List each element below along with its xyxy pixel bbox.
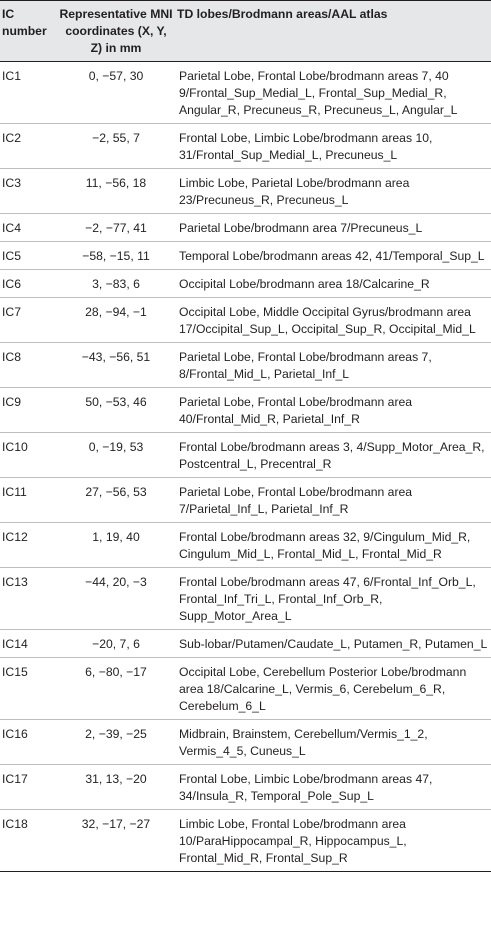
mni-cell: 50, −53, 46 [57, 388, 175, 433]
table-row [0, 630, 491, 658]
table-row [0, 242, 491, 270]
regions-cell: Frontal Lobe/brodmann areas 32, 9/Cingulum_Mid_R, Cingulum_Mid_L, Frontal_Mid_L, Frontal_Mid_R [175, 523, 491, 568]
table-row [0, 124, 491, 169]
regions-cell: Occipital Lobe, Cerebellum Posterior Lobe/brodmann area 18/Calcarine_L, Vermis_6, Cerebelum_6_R, Cerebelum_6_L [175, 658, 491, 720]
ic-cell: IC13 [0, 568, 57, 630]
regions-cell: Limbic Lobe, Frontal Lobe/brodmann area 10/ParaHippocampal_R, Hippocampus_L, Frontal_Mid_R, Frontal_Sup_R [175, 810, 491, 872]
mni-cell: 27, −56, 53 [57, 478, 175, 523]
mni-cell: −20, 7, 6 [57, 630, 175, 658]
regions-cell: Limbic Lobe, Parietal Lobe/brodmann area 23/Precuneus_R, Precuneus_L [175, 169, 491, 214]
table-row [0, 478, 491, 523]
regions-cell: Temporal Lobe/brodmann areas 42, 41/Temporal_Sup_L [175, 242, 491, 270]
regions-cell: Parietal Lobe, Frontal Lobe/brodmann areas 7, 8/Frontal_Mid_L, Parietal_Inf_L [175, 343, 491, 388]
table-row [0, 298, 491, 343]
header-ic-number: IC number [0, 1, 57, 62]
regions-cell: Occipital Lobe/brodmann area 18/Calcarine_R [175, 270, 491, 298]
ic-cell: IC11 [0, 478, 57, 523]
ic-cell: IC12 [0, 523, 57, 568]
table-row [0, 270, 491, 298]
table-body [0, 62, 491, 872]
regions-cell: Parietal Lobe, Frontal Lobe/brodmann area 40/Frontal_Mid_R, Parietal_Inf_R [175, 388, 491, 433]
mni-cell: 0, −57, 30 [57, 62, 175, 124]
mni-cell: 31, 13, −20 [57, 765, 175, 810]
regions-cell: Occipital Lobe, Middle Occipital Gyrus/brodmann area 17/Occipital_Sup_L, Occipital_Sup_R, Occipital_Mid_L [175, 298, 491, 343]
mni-cell: 6, −80, −17 [57, 658, 175, 720]
header-row [0, 1, 491, 62]
regions-cell: Frontal Lobe, Limbic Lobe/brodmann areas 10, 31/Frontal_Sup_Medial_L, Precuneus_L [175, 124, 491, 169]
ic-cell: IC1 [0, 62, 57, 124]
mni-cell: 28, −94, −1 [57, 298, 175, 343]
table-row [0, 388, 491, 433]
regions-cell: Sub-lobar/Putamen/Caudate_L, Putamen_R, Putamen_L [175, 630, 491, 658]
mni-cell: 1, 19, 40 [57, 523, 175, 568]
mni-cell: −43, −56, 51 [57, 343, 175, 388]
ic-cell: IC15 [0, 658, 57, 720]
ic-cell: IC2 [0, 124, 57, 169]
ic-cell: IC5 [0, 242, 57, 270]
regions-cell: Parietal Lobe, Frontal Lobe/brodmann areas 7, 40 9/Frontal_Sup_Medial_L, Frontal_Sup_Medial_R, Angular_R, Precuneus_R, Precuneus_L, Angular_L [175, 62, 491, 124]
table-row [0, 343, 491, 388]
regions-cell: Parietal Lobe/brodmann area 7/Precuneus_L [175, 214, 491, 242]
ic-cell: IC4 [0, 214, 57, 242]
ic-cell: IC16 [0, 720, 57, 765]
ic-cell: IC3 [0, 169, 57, 214]
regions-cell: Frontal Lobe/brodmann areas 3, 4/Supp_Motor_Area_R, Postcentral_L, Precentral_R [175, 433, 491, 478]
table-row [0, 169, 491, 214]
ic-cell: IC14 [0, 630, 57, 658]
mni-cell: −2, −77, 41 [57, 214, 175, 242]
table-row [0, 214, 491, 242]
mni-cell: −58, −15, 11 [57, 242, 175, 270]
table-row [0, 720, 491, 765]
table-row [0, 765, 491, 810]
ic-cell: IC8 [0, 343, 57, 388]
mni-cell: 32, −17, −27 [57, 810, 175, 872]
header-mni-coordinates: Representative MNI coordinates (X, Y, Z) in mm [57, 1, 175, 62]
ic-cell: IC17 [0, 765, 57, 810]
table-row [0, 433, 491, 478]
regions-cell: Parietal Lobe, Frontal Lobe/brodmann area 7/Parietal_Inf_L, Parietal_Inf_R [175, 478, 491, 523]
table-header [0, 1, 491, 62]
table-row [0, 658, 491, 720]
table-row [0, 568, 491, 630]
ic-cell: IC18 [0, 810, 57, 872]
regions-cell: Midbrain, Brainstem, Cerebellum/Vermis_1_2, Vermis_4_5, Cuneus_L [175, 720, 491, 765]
ic-cell: IC6 [0, 270, 57, 298]
ic-cell: IC7 [0, 298, 57, 343]
table-row [0, 523, 491, 568]
mni-cell: 2, −39, −25 [57, 720, 175, 765]
table-row [0, 810, 491, 872]
table-row [0, 62, 491, 124]
regions-cell: Frontal Lobe/brodmann areas 47, 6/Frontal_Inf_Orb_L, Frontal_Inf_Tri_L, Frontal_Inf_Orb_R, Supp_Motor_Area_L [175, 568, 491, 630]
mni-cell: 11, −56, 18 [57, 169, 175, 214]
header-regions: TD lobes/Brodmann areas/AAL atlas [175, 1, 491, 62]
mni-cell: 3, −83, 6 [57, 270, 175, 298]
mni-cell: −44, 20, −3 [57, 568, 175, 630]
mni-cell: −2, 55, 7 [57, 124, 175, 169]
ic-cell: IC10 [0, 433, 57, 478]
regions-cell: Frontal Lobe, Limbic Lobe/brodmann areas 47, 34/Insula_R, Temporal_Pole_Sup_L [175, 765, 491, 810]
mni-cell: 0, −19, 53 [57, 433, 175, 478]
ic-cell: IC9 [0, 388, 57, 433]
